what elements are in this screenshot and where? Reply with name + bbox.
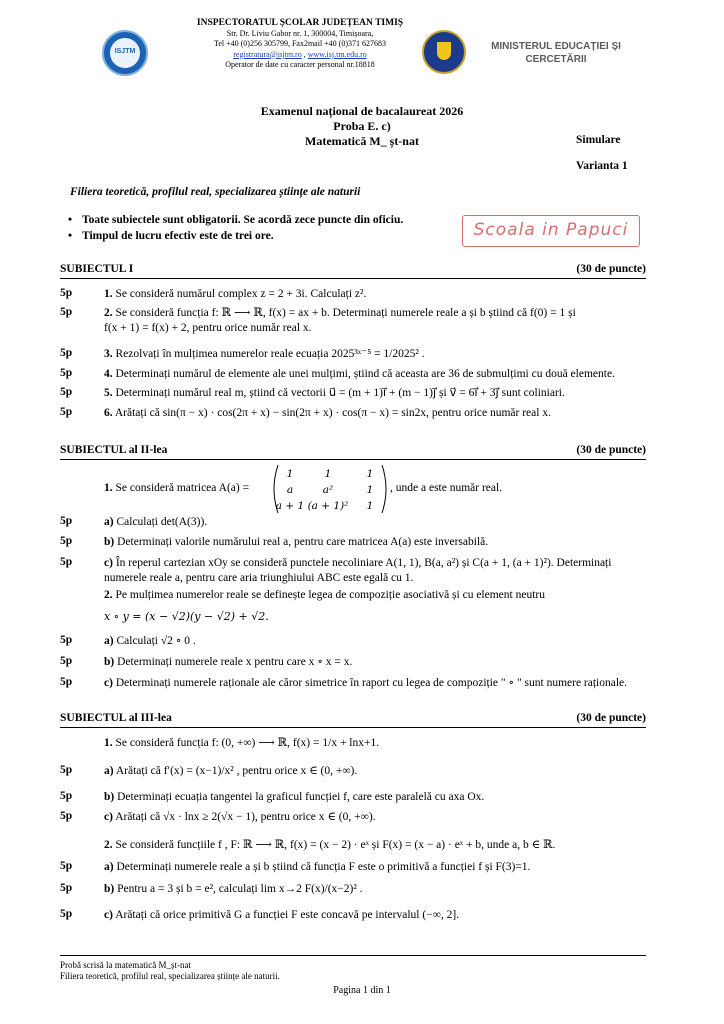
question-item [104,386,644,401]
matrix-cell: 1 [366,468,374,480]
question-text: Determinați ecuația tangentei la graficul funcției f, care este paralelă cu axa Ox. [117,791,485,803]
question-item [104,347,644,362]
question-text: Rezolvați în mulțimea numerelor reale ecuația 2025³ˣ⁻⁵ = 1/2025² . [115,348,425,360]
question-item [104,634,644,649]
exam-title: Examenul național de bacalaureat 2026 [260,104,464,118]
question-number: b) [104,791,115,803]
footer-divider [60,955,646,956]
footer-line1: Probă scrisă la matematică M_șt-nat [60,960,191,970]
question-item [104,676,644,691]
question-item [104,287,644,302]
question-number: 2. [104,589,113,601]
points-label: 5p [60,367,73,379]
watermark-stamp [462,215,640,247]
points-label: 5p [60,790,73,802]
stamp-text: Scoala in Papuci [473,220,629,240]
question-text: Determinați numerele raționale ale căror simetrice în raport cu legea de compoziție " ∘ " sunt numere raționale. [115,677,628,689]
points-label: 5p [60,386,73,398]
question-text: Arătați că orice primitivă G a funcției F este concavă pe intervalul (−∞, 2]. [115,909,460,921]
question-text: Arătați că √x · lnx ≥ 2(√x − 1), pentru orice x ∈ (0, +∞). [115,811,376,823]
matrix-cell: a + 1 [275,500,305,512]
question-text: Se consideră funcția f: ℝ ⟶ ℝ, f(x) = ax + b. Determinați numerele reale a și b știind că f(0) = 1 și [115,307,576,319]
law-intro [104,588,644,603]
points-label: 5p [60,676,73,688]
question-item [104,764,644,779]
website-link[interactable]: www.isj.tm.edu.ro [307,49,367,59]
points-label: 5p [60,634,73,646]
question-number: c) [104,677,113,689]
question-item [104,556,644,571]
matrix-cell: 1 [366,484,374,496]
inspectorat-title: INSPECTORATUL ȘCOLAR JUDEȚEAN TIMIȘ [196,18,404,28]
address: Str. Dr. Liviu Gabor nr. 1, 300004, Timișoara, [226,28,374,38]
question-number: 1. [104,482,113,494]
bullet-2-text: Timpul de lucru efectiv este de trei ore. [82,230,274,242]
question-text: Determinați numărul de elemente ale unei mulțimi, știind că aceasta are 36 de submulțimi cu două elemente. [115,368,615,380]
question-text: Arătați că f′(x) = (x−1)/x² , pentru orice x ∈ (0, +∞). [115,765,358,777]
question-number: c) [104,557,113,569]
points-label: 5p [60,287,73,299]
question-number: a) [104,861,114,873]
ministry-line1: MINISTERUL EDUCAȚIEI ȘI [491,41,621,52]
varianta-label: Varianta 1 [576,160,628,172]
ministry-line2: CERCETĂRII [525,54,587,65]
question-item [104,810,644,825]
question-text: numerele reale a, pentru care aria triunghiului ABC este egală cu 1. [104,572,414,584]
question-number: 6. [104,407,113,419]
points-label: 5p [60,347,73,359]
matrix-cell: a² [322,484,334,496]
page-number: Pagina 1 din 1 [333,985,391,996]
matrix-cell: (a + 1)² [307,500,349,512]
function-intro-text: Se consideră funcția f: (0, +∞) ⟶ ℝ, f(x) = 1/x + lnx+1. [115,737,380,749]
phone: Tel +40 (0)256 305799, Fax2mail +40 (0)371 627683 [214,39,386,48]
matrix-intro-text: Se consideră matricea A(a) = [115,482,250,494]
law-intro-text: Pe mulțimea numerelor reale se definește legea de compoziție asociativă și cu element neutru [115,589,545,601]
section-header-3 [60,712,646,728]
footer-line2: Filiera teoretică, profilul real, specializarea științe ale naturii. [60,971,280,981]
inspectorat-header: INSPECTORATUL ȘCOLAR JUDEȚEAN TIMIȘ Str. Dr. Liviu Gabor nr. 1, 300004, Timișoara, Tel +40 (0)256 305799, Fax2mail +40 (0)371 627683 registratura@isjtm.ro , www.isj.tm.edu.ro Operator de date cu caracter personal nr.18818 [170,18,430,71]
section-points: (30 de puncte) [576,712,646,724]
matrix-cell: 1 [366,500,374,512]
points-label: 5p [60,535,73,547]
section-points: (30 de puncte) [576,444,646,456]
exam-subject: Matematică M_ șt-nat [305,134,419,148]
points-label: 5p [60,556,73,568]
section-title: SUBIECTUL I [60,263,134,275]
question-text: Determinați valorile numărului real a, pentru care matricea A(a) este inversabilă. [117,536,489,548]
points-label: 5p [60,882,73,894]
question-text: Pentru a = 3 și b = e², calculați lim x→2 F(x)/(x−2)² . [117,883,363,895]
question-item [104,321,644,336]
points-label: 5p [60,860,73,872]
question-number: 3. [104,348,113,360]
matrix-cell: 1 [286,468,294,480]
question-item [104,406,644,421]
functions-intro-text: Se consideră funcțiile f , F: ℝ ⟶ ℝ, f(x) = (x − 2) · eˣ și F(x) = (x − a) · eˣ + b, unde a, b ∈ ℝ. [115,839,556,851]
bullet-2: • Timpul de lucru efectiv este de trei ore. [68,230,274,242]
points-label: 5p [60,655,73,667]
question-number: c) [104,811,113,823]
section-title: SUBIECTUL al II-lea [60,444,168,456]
question-number: c) [104,909,113,921]
question-text: Se consideră numărul complex z = 2 + 3i. Calculați z². [115,288,367,300]
matrix-cell: 1 [324,468,332,480]
question-number: b) [104,883,115,895]
question-item [104,655,644,670]
points-label: 5p [60,764,73,776]
section-header-2 [60,444,646,460]
matrix-a [270,463,390,515]
question-number: a) [104,516,114,528]
bullet-1: • Toate subiectele sunt obligatorii. Se acordă zece puncte din oficiu. [68,214,404,226]
question-text: Determinați numărul real m, știind că vectorii u⃗ = (m + 1)i⃗ + (m − 1)j⃗ și v⃗ = 6i⃗ + 3j⃗ sunt coliniari. [115,387,565,399]
law-formula: x ∘ y = (x − √2)(y − √2) + √2. [104,610,269,623]
question-number: 1. [104,737,113,749]
question-number: b) [104,656,115,668]
question-text: Determinați numerele reale x pentru care x ∘ x = x. [117,656,353,668]
question-number: 2. [104,839,113,851]
question-text: În reperul cartezian xOy se consideră punctele necoliniare A(1, 1), B(a, a²) și C(a + 1, (a + 1)²). Determinați [115,557,612,569]
question-item [104,790,644,805]
question-number: 5. [104,387,113,399]
question-item [104,571,644,586]
email-link[interactable]: registratura@isjtm.ro [233,49,302,59]
question-item [104,860,644,875]
bullet-1-text: Toate subiectele sunt obligatorii. Se acordă zece puncte din oficiu. [82,214,404,226]
question-text: Calculați det(A(3)). [116,516,208,528]
question-text: Calculați √2 ∘ 0 . [116,635,196,647]
points-label: 5p [60,306,73,318]
question-number: 4. [104,368,113,380]
filiera: Filiera teoretică, profilul real, specializarea științe ale naturii [70,186,361,198]
function-intro [104,736,644,751]
matrix-cell: a [286,484,294,496]
question-text: Arătați că sin(π − x) · cos(2π + x) − sin(2π + x) · cos(π − x) = sin2x, pentru orice număr real x. [114,407,551,419]
question-number: 2. [104,307,113,319]
section-points: (30 de puncte) [576,263,646,275]
question-text: Determinați numerele reale a și b știind că funcția F este o primitivă a funcției f și F(3)=1. [116,861,531,873]
question-item [104,306,644,321]
isjtm-logo [102,30,148,76]
functions-intro [104,838,644,853]
points-label: 5p [60,406,73,418]
question-item [104,367,644,382]
question-number: b) [104,536,115,548]
question-item [104,515,644,530]
operator-note: Operator de date cu caracter personal nr.18818 [225,60,375,69]
ministry-name [486,40,626,66]
points-label: 5p [60,908,73,920]
question-text: f(x + 1) = f(x) + 2, pentru orice număr real x. [104,322,312,334]
section-title: SUBIECTUL al III-lea [60,712,172,724]
question-item [104,535,644,550]
matrix-suffix: , unde a este număr real. [390,482,503,494]
isjtm-logo-text: ISJTM [114,48,136,55]
section-header-1 [60,263,646,279]
question-item [104,908,644,923]
exam-proba: Proba E. c) [333,119,391,133]
question-number: a) [104,765,114,777]
question-item [104,882,644,897]
points-label: 5p [60,810,73,822]
simulare-label: Simulare [576,134,621,146]
question-number: 1. [104,288,113,300]
points-label: 5p [60,515,73,527]
question-number: a) [104,635,114,647]
government-logo [422,30,466,74]
